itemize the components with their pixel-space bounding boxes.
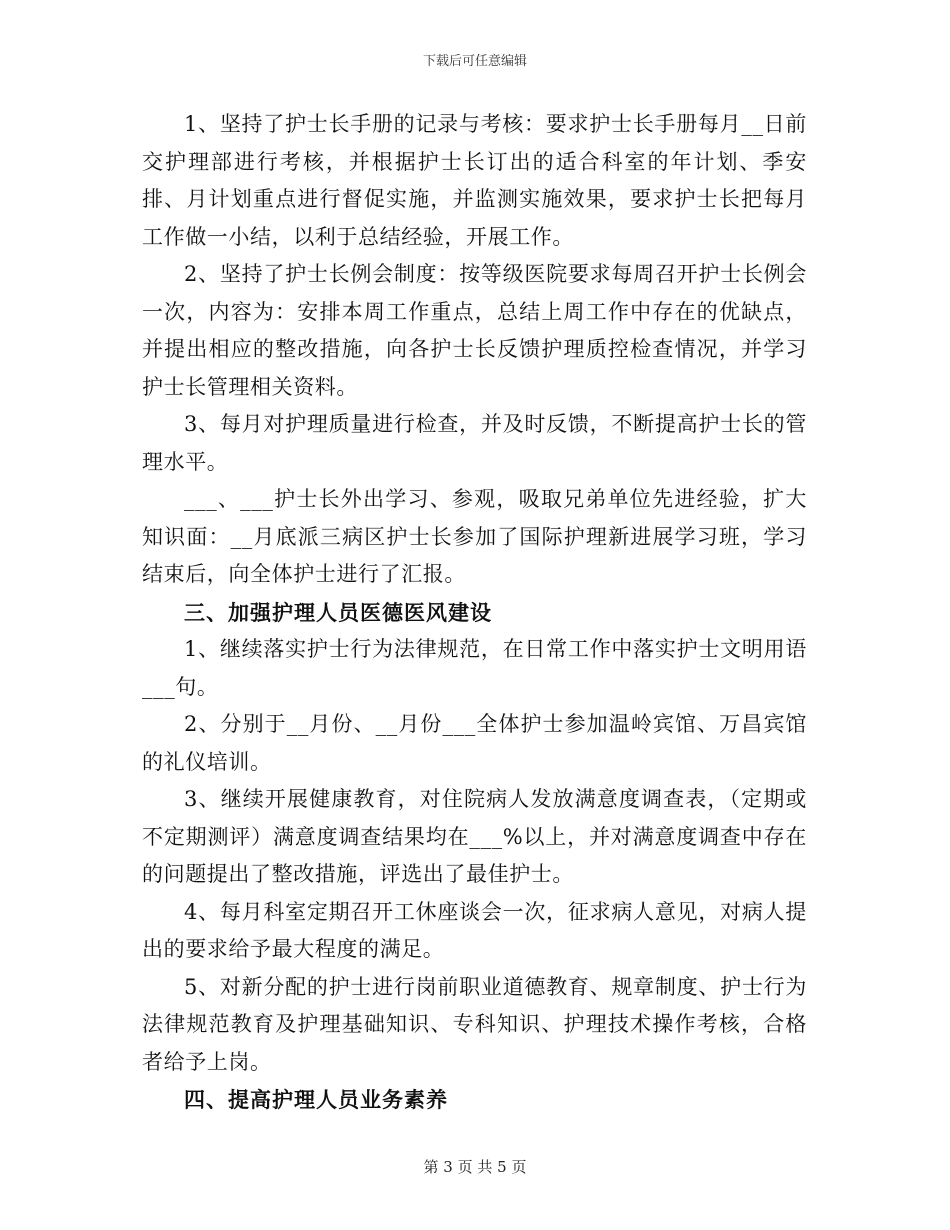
document-body bbox=[142, 106, 807, 1119]
page-footer: 第 3 页 共 5 页 bbox=[423, 1158, 527, 1176]
paragraph-9: 5、对新分配的护士进行岗前职业道德教育、规章制度、护士行为法律规范教育及护理基础知识、专科知识、护理技术操作考核，合格者给予上岗。 bbox=[142, 974, 807, 1074]
section-heading-3: 三、加强护理人员医德医风建设 bbox=[184, 599, 492, 625]
section-heading-4: 四、提高护理人员业务素养 bbox=[184, 1087, 448, 1112]
paragraph-7: 3、继续开展健康教育，对住院病人发放满意度调查表，（定期或不定期测评）满意度调查结果均在___%以上，并对满意度调查中存在的问题提出了整改措施，评选出了最佳护士。 bbox=[142, 787, 807, 886]
paragraph-2: 2、坚持了护士长例会制度：按等级医院要求每周召开护士长例会一次，内容为：安排本周工作重点，总结上周工作中存在的优缺点，并提出相应的整改措施，向各护士长反馈护理质控检查情况，并学习护士长管理相关资料。 bbox=[142, 262, 807, 399]
paragraph-1: 1、坚持了护士长手册的记录与考核：要求护士长手册每月__日前交护理部进行考核，并根据护士长订出的适合科室的年计划、季安排、月计划重点进行督促实施，并监测实施效果，要求护士长把每月工作做一小结，以利于总结经验，开展工作。 bbox=[142, 112, 807, 249]
paragraph-8: 4、每月科室定期召开工休座谈会一次，征求病人意见，对病人提出的要求给予最大程度的满足。 bbox=[142, 899, 807, 961]
page-header: 下载后可任意编辑 bbox=[422, 54, 527, 69]
paragraph-4: ___、___护士长外出学习、参观，吸取兄弟单位先进经验，扩大知识面：__月底派三病区护士长参加了国际护理新进展学习班，学习结束后，向全体护士进行了汇报。 bbox=[142, 487, 807, 586]
paragraph-5: 1、继续落实护士行为法律规范，在日常工作中落实护士文明用语___句。 bbox=[142, 637, 807, 699]
paragraph-6: 2、分别于__月份、__月份___全体护士参加温岭宾馆、万昌宾馆的礼仪培训。 bbox=[142, 712, 807, 774]
paragraph-3: 3、每月对护理质量进行检查，并及时反馈，不断提高护士长的管理水平。 bbox=[142, 412, 807, 474]
